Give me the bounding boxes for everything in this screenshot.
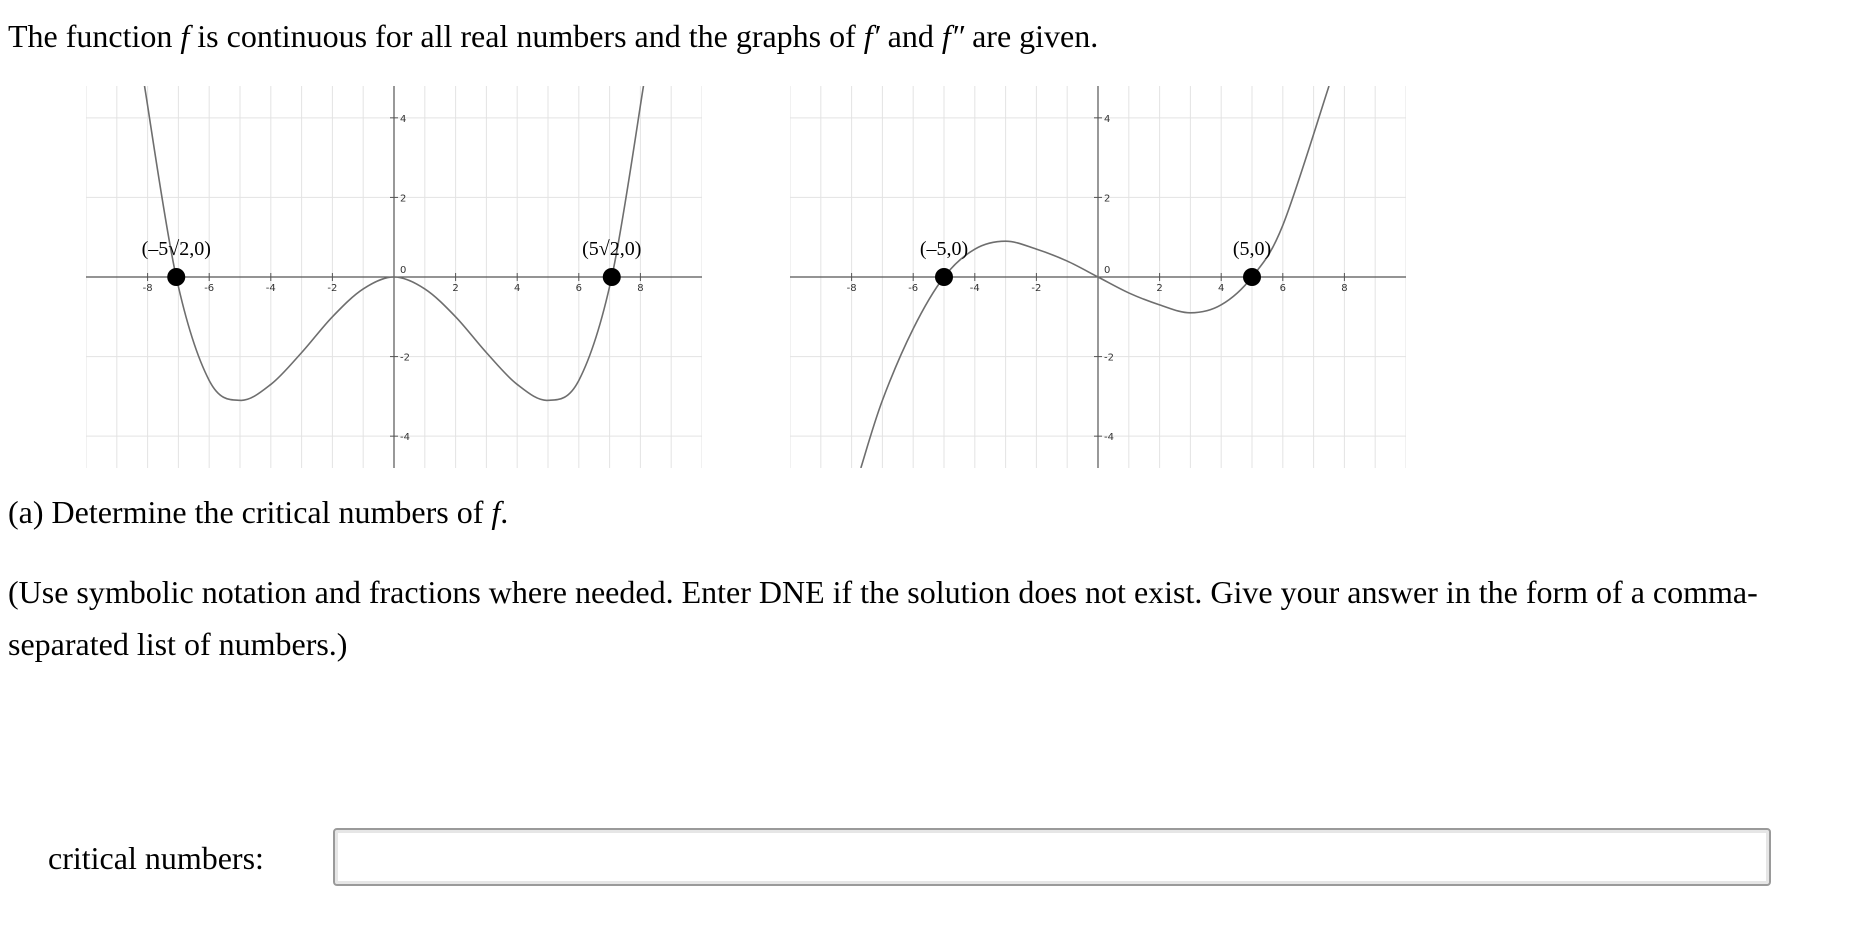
point-label: (5,0) (1232, 238, 1272, 260)
x-tick-label: 2 (452, 283, 459, 294)
y-tick-label: -2 (1104, 352, 1114, 364)
critical-numbers-input[interactable] (333, 828, 1771, 886)
x-tick-label: -6 (204, 283, 215, 294)
part-a-text: (a) Determine the critical numbers of (8, 494, 492, 530)
instructions: (Use symbolic notation and fractions where needed. Enter DNE if the solution does not exist. Give your answer in the form of a comma-separated list of numbers.) (8, 574, 1758, 662)
x-tick-label: 8 (1341, 283, 1348, 294)
point-marker (935, 268, 953, 286)
y-tick-label: 4 (400, 113, 407, 125)
x-tick-label: 8 (637, 283, 644, 294)
part-a-period: . (500, 494, 509, 530)
origin-label: 0 (400, 265, 407, 276)
x-tick-label: -8 (142, 283, 153, 294)
y-tick-label: 2 (1104, 193, 1111, 205)
math-f-double-prime: f″ (941, 18, 965, 54)
point-marker (1243, 268, 1261, 286)
x-tick-label: -4 (969, 283, 980, 294)
y-tick-label: -4 (1104, 432, 1114, 444)
graph-f-prime-svg (86, 86, 702, 468)
x-tick-label: 4 (514, 283, 521, 294)
part-a-prompt (8, 494, 508, 531)
critical-numbers-label: critical numbers: (48, 840, 264, 876)
point-marker (603, 268, 621, 286)
y-tick-label: -2 (400, 352, 410, 364)
x-tick-label: 2 (1156, 283, 1163, 294)
math-f: f (491, 494, 501, 530)
math-f-prime: f′ (863, 18, 880, 54)
graph-f-double-prime-svg (790, 86, 1406, 468)
graph-f-double-prime (790, 86, 1406, 468)
y-tick-label: 4 (1104, 113, 1111, 125)
question-intro (8, 18, 1098, 55)
x-tick-label: -2 (1031, 283, 1042, 294)
y-tick-label: -4 (400, 432, 410, 444)
intro-text: are given. (964, 18, 1099, 54)
origin-label: 0 (1104, 265, 1111, 276)
intro-text: is continuous for all real numbers and the graphs of (189, 18, 864, 54)
x-tick-label: -6 (908, 283, 919, 294)
x-tick-label: 6 (575, 283, 582, 294)
graph-f-prime (86, 86, 702, 468)
x-tick-label: 6 (1279, 283, 1286, 294)
x-tick-label: 4 (1218, 283, 1225, 294)
x-tick-label: -2 (327, 283, 338, 294)
x-tick-label: -8 (846, 283, 857, 294)
x-tick-label: -4 (265, 283, 276, 294)
point-marker (167, 268, 185, 286)
math-f: f (180, 18, 190, 54)
y-tick-label: 2 (400, 193, 407, 205)
point-label: (–5,0) (919, 238, 969, 260)
point-label: (5√2,0) (582, 238, 642, 260)
intro-text: The function (8, 18, 181, 54)
point-label: (–5√2,0) (141, 238, 211, 260)
intro-text: and (879, 18, 942, 54)
